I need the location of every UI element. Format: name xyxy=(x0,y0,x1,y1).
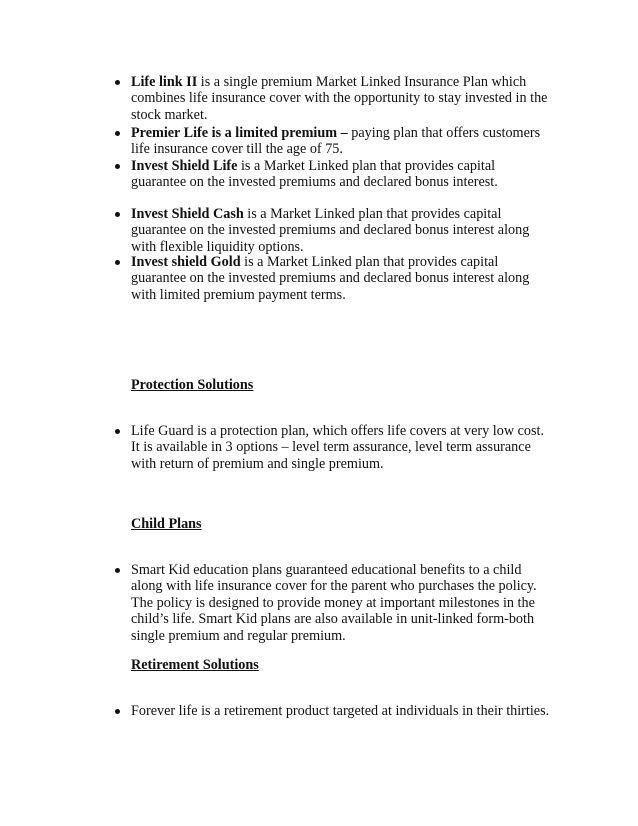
bullet-icon xyxy=(115,568,120,573)
item-title: Invest shield Gold xyxy=(131,254,241,270)
bullet-icon xyxy=(115,212,120,217)
item-description: Life Guard is a protection plan, which offers life covers at very low cost. It is available in 3 options – level term assurance, level term assurance with return of premium and single premium. xyxy=(131,423,545,472)
item-description: Forever life is a retirement product targeted at individuals in their thirties. xyxy=(131,703,550,719)
section-heading-retirement: Retirement Solutions xyxy=(131,657,259,673)
section-heading-protection: Protection Solutions xyxy=(131,377,254,393)
item-title: Invest Shield Life xyxy=(131,158,238,174)
list-item-life-link xyxy=(112,74,552,123)
list-item-forever-life xyxy=(112,703,552,719)
item-title: Invest Shield Cash xyxy=(131,206,244,222)
list-item-smart-kid xyxy=(112,562,552,644)
item-description: paying plan that offers customers life insurance cover till the age of 75. xyxy=(131,125,541,158)
section-heading-child-plans: Child Plans xyxy=(131,516,202,532)
item-title: Life link II xyxy=(131,74,198,90)
bullet-icon xyxy=(115,429,120,434)
item-description: is a single premium Market Linked Insurance Plan which combines life insurance cover with the opportunity to stay invested in the stock market. xyxy=(131,74,548,123)
list-item-invest-shield-gold xyxy=(112,254,552,303)
bullet-icon xyxy=(115,80,120,85)
list-item-invest-shield-cash xyxy=(112,206,552,255)
item-title: Premier Life is a limited premium – xyxy=(131,125,348,141)
item-description: is a Market Linked plan that provides capital guarantee on the invested premiums and declared bonus interest along with limited premium payment terms. xyxy=(131,254,530,303)
bullet-icon xyxy=(115,709,120,714)
item-description: is a Market Linked plan that provides capital guarantee on the invested premiums and declared bonus interest along with flexible liquidity options. xyxy=(131,206,530,255)
item-description: is a Market Linked plan that provides capital guarantee on the invested premiums and declared bonus interest. xyxy=(131,158,498,191)
list-item-premier-life xyxy=(112,125,552,158)
bullet-icon xyxy=(115,164,120,169)
bullet-icon xyxy=(115,131,120,136)
item-description: Smart Kid education plans guaranteed educational benefits to a child along with life insurance cover for the parent who purchases the policy. The policy is designed to provide money at important milestones in the child’s life. Smart Kid plans are also available in unit-linked form-both single premium and regular premium. xyxy=(131,562,537,644)
list-item-life-guard xyxy=(112,423,552,472)
bullet-icon xyxy=(115,260,120,265)
list-item-invest-shield-life xyxy=(112,158,552,191)
